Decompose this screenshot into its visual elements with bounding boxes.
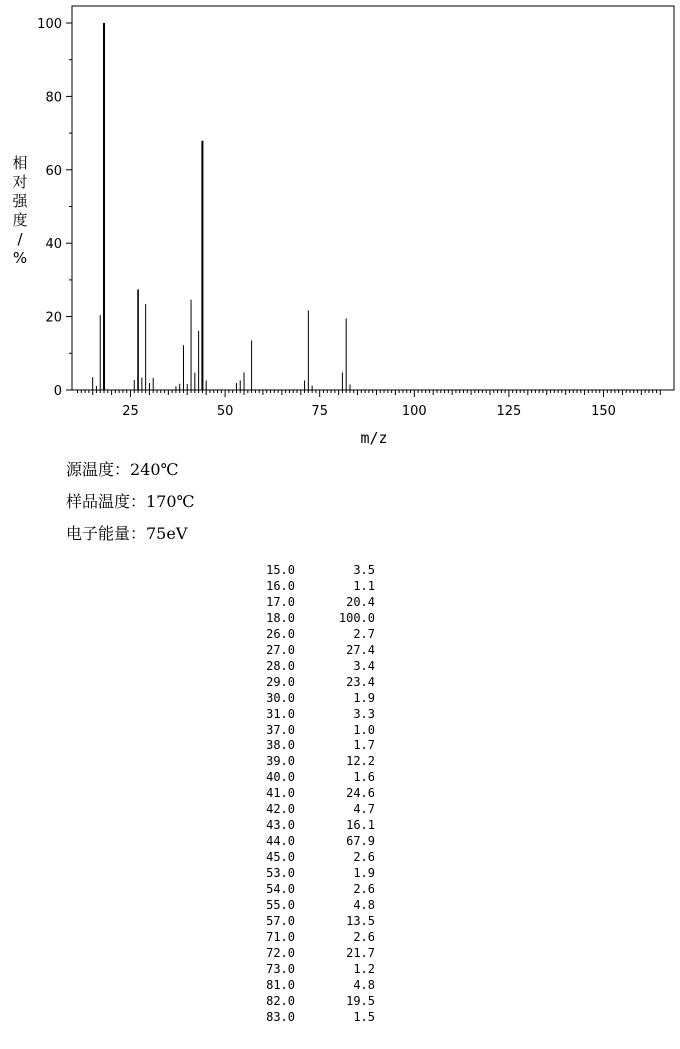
peak-list-row <box>250 579 375 595</box>
peak-mz-value: 43.0 <box>266 818 295 833</box>
peak-list-row <box>250 898 375 914</box>
experiment-conditions <box>66 456 194 552</box>
peak-mz-value: 16.0 <box>266 578 295 593</box>
peak-mz-value: 31.0 <box>266 706 295 721</box>
x-tick-label: 150 <box>591 404 616 419</box>
peak-intensity-value: 21.7 <box>346 945 375 960</box>
peak-intensity-value: 23.4 <box>346 674 375 689</box>
peak-list-row <box>250 914 375 930</box>
peak-mz-value: 73.0 <box>266 961 295 976</box>
source-temperature: 源温度：240℃ <box>66 460 179 479</box>
peak-list-row <box>250 882 375 898</box>
peak-intensity-value: 1.6 <box>353 770 375 785</box>
peak-list-row <box>250 978 375 994</box>
y-tick-label: 100 <box>37 17 62 32</box>
peak-mz-value: 82.0 <box>266 993 295 1008</box>
peak-list-row <box>250 818 375 834</box>
peak-list-row <box>250 1010 375 1026</box>
peak-mz-value: 53.0 <box>266 866 295 881</box>
peak-list-row <box>250 707 375 723</box>
peak-list-row <box>250 866 375 882</box>
peak-intensity-value: 24.6 <box>346 786 375 801</box>
peak-mz-value: 41.0 <box>266 786 295 801</box>
peak-mz-value: 54.0 <box>266 882 295 897</box>
peak-intensity-value: 2.7 <box>353 626 375 641</box>
peak-list-row <box>250 802 375 818</box>
peak-list-row <box>250 834 375 850</box>
peak-intensity-value: 13.5 <box>346 913 375 928</box>
peak-mz-value: 71.0 <box>266 929 295 944</box>
peak-list-row <box>250 850 375 866</box>
x-axis-label: m/z <box>360 429 388 447</box>
peak-intensity-value: 19.5 <box>346 993 375 1008</box>
peak-list-row <box>250 611 375 627</box>
peak-mz-value: 17.0 <box>266 594 295 609</box>
peak-mz-value: 72.0 <box>266 945 295 960</box>
peak-intensity-value: 100.0 <box>338 610 375 625</box>
y-tick-label: 0 <box>53 384 62 399</box>
y-tick-label: 60 <box>45 163 62 179</box>
y-tick-label: 40 <box>45 237 62 253</box>
peak-intensity-value: 67.9 <box>346 834 375 849</box>
x-axis <box>78 390 661 419</box>
peak-list-row <box>250 754 375 770</box>
peak-list-row <box>250 643 375 659</box>
peak-mz-value: 45.0 <box>266 850 295 865</box>
peak-intensity-value: 2.6 <box>353 882 375 897</box>
peak-intensity-value: 4.8 <box>353 977 375 992</box>
peak-mz-value: 38.0 <box>266 738 295 753</box>
peak-intensity-value: 27.4 <box>346 642 375 657</box>
peak-list-row <box>250 723 375 739</box>
peak-list-row <box>250 675 375 691</box>
peak-mz-value: 18.0 <box>266 610 295 625</box>
peak-intensity-value: 4.8 <box>353 898 375 913</box>
peak-list-row <box>250 786 375 802</box>
peak-intensity-value: 3.4 <box>353 658 375 673</box>
peak-list-row <box>250 659 375 675</box>
peak-intensity-value: 16.1 <box>346 818 375 833</box>
peak-mz-value: 37.0 <box>266 722 295 737</box>
peak-mz-value: 40.0 <box>266 770 295 785</box>
peak-intensity-value: 1.9 <box>353 690 375 705</box>
peak-list-table <box>250 563 375 1026</box>
peak-intensity-value: 1.0 <box>353 722 375 737</box>
peak-intensity-value: 3.3 <box>353 706 375 721</box>
x-tick-label: 100 <box>401 404 427 419</box>
peak-mz-value: 57.0 <box>266 913 295 928</box>
electron-energy: 电子能量：75eV <box>66 524 188 543</box>
peak-mz-value: 15.0 <box>266 563 295 577</box>
peak-intensity-value: 12.2 <box>346 754 375 769</box>
y-tick-label: 80 <box>45 90 62 106</box>
peak-list-row <box>250 563 375 579</box>
peak-list-row <box>250 946 375 962</box>
peak-list-row <box>250 691 375 707</box>
y-axis <box>37 17 72 399</box>
peak-intensity-value: 1.9 <box>353 866 375 881</box>
peak-mz-value: 81.0 <box>266 977 295 992</box>
peak-mz-value: 83.0 <box>266 1009 295 1024</box>
peak-list-row <box>250 595 375 611</box>
y-axis-label: 相对强度/ % <box>12 154 28 267</box>
peak-mz-value: 39.0 <box>266 754 295 769</box>
peak-intensity-value: 1.2 <box>353 961 375 976</box>
peak-mz-value: 26.0 <box>266 626 295 641</box>
peak-list-row <box>250 627 375 643</box>
x-tick-label: 25 <box>122 404 139 419</box>
peak-mz-value: 55.0 <box>266 898 295 913</box>
peak-list-row <box>250 930 375 946</box>
peak-intensity-value: 1.7 <box>353 738 375 753</box>
peak-list-row <box>250 994 375 1010</box>
plot-frame <box>72 6 674 390</box>
x-tick-label: 125 <box>496 404 522 419</box>
y-tick-label: 20 <box>45 310 62 326</box>
peak-list-row <box>250 738 375 754</box>
peak-mz-value: 28.0 <box>266 658 295 673</box>
peak-intensity-value: 20.4 <box>346 594 375 609</box>
peak-intensity-value: 1.1 <box>353 578 375 593</box>
mass-spectrum-chart <box>0 0 680 450</box>
peak-intensity-value: 2.6 <box>353 850 375 865</box>
x-tick-label: 75 <box>311 404 328 419</box>
peak-mz-value: 44.0 <box>266 834 295 849</box>
peak-list-row <box>250 770 375 786</box>
peak-list-row <box>250 962 375 978</box>
peak-intensity-value: 2.6 <box>353 929 375 944</box>
peak-intensity-value: 1.5 <box>353 1009 375 1024</box>
sample-temperature: 样品温度：170℃ <box>66 492 195 511</box>
peak-mz-value: 30.0 <box>266 690 295 705</box>
x-tick-label: 50 <box>216 404 234 419</box>
peak-mz-value: 27.0 <box>266 642 295 657</box>
peak-intensity-value: 4.7 <box>353 802 375 817</box>
peak-mz-value: 29.0 <box>266 674 295 689</box>
peak-mz-value: 42.0 <box>266 802 295 817</box>
peak-intensity-value: 3.5 <box>353 563 375 577</box>
peak-bars <box>93 23 350 390</box>
